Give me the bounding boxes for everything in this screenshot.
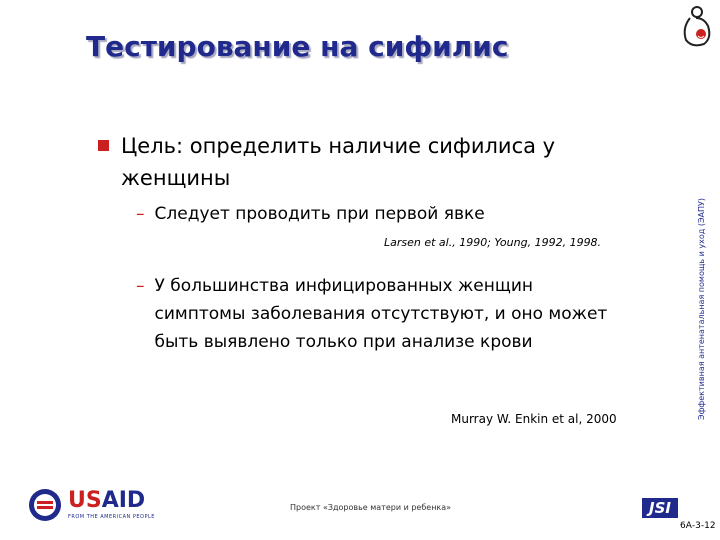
- sub-bullet-1-text: Следует проводить при первой явке: [154, 204, 485, 224]
- usaid-seal-icon: [28, 488, 62, 522]
- bullet-square-icon: [98, 140, 109, 151]
- reference-1: Larsen et al., 1990; Young, 1992, 1998.: [384, 236, 602, 249]
- footer-project: Проект «Здоровье матери и ребенка»: [290, 503, 452, 512]
- reference-2: Murray W. Enkin et al, 2000: [451, 412, 617, 426]
- main-bullet-text: Цель: определить наличие сифилиса у женщины: [121, 134, 556, 190]
- sub-bullet-1: [136, 200, 626, 228]
- main-bullet: [98, 130, 618, 194]
- slide-title: Тестирование на сифилис: [86, 30, 509, 63]
- slide-number: 6А-3-12: [680, 521, 716, 531]
- side-caption: Эффективная антенатальная помощь и уход (ЭАПУ): [697, 197, 706, 420]
- usaid-logo: [28, 488, 155, 522]
- sub-bullet-2: [136, 272, 626, 356]
- sub-bullet-2-text: У большинства инфицированных женщин симптомы заболевания отсутствуют, и оно может быть выявлено только при анализе крови: [154, 276, 608, 352]
- usaid-wordmark: USAID: [68, 488, 146, 513]
- mother-child-logo-icon: [676, 4, 716, 52]
- jsi-logo: JSI: [642, 498, 678, 518]
- dash-marker: –: [136, 204, 145, 224]
- usaid-tagline: FROM THE AMERICAN PEOPLE: [68, 514, 155, 520]
- dash-marker: –: [136, 276, 145, 296]
